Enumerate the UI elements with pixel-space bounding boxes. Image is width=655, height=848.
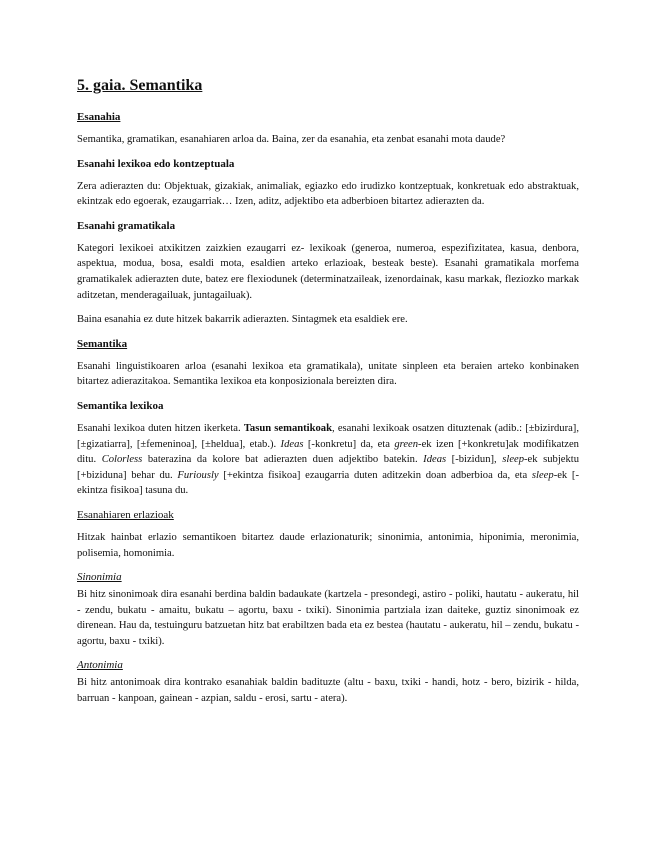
italic-term-ideas: Ideas (280, 438, 304, 450)
italic-term-ideas: Ideas (423, 454, 447, 466)
heading-sinonimia: Sinonimia (77, 571, 122, 584)
paragraph-semantika: Esanahi linguistikoaren arloa (esanahi lexikoa eta gramatikala), unitate sinpleen eta beraien arteko konbinaken bitartez adierazitakoa. Semantika lexikoa eta konposizionala bereizten dira. (77, 360, 579, 388)
italic-term-green: green (394, 438, 419, 450)
text-run: [+ekintza fisikoa] ezaugarria duten aditzekin doan adberbioa da, eta (218, 469, 532, 481)
paragraph-erlazioak: Hitzak hainbat erlazio semantikoen bitartez daude erlazionaturik; sinonimia, antonimia, hiponimia, meronimia, polisemia, homonimia. (77, 531, 579, 559)
paragraph-esanahia: Semantika, gramatikan, esanahiaren arloa da. Baina, zer da esanahia, eta zenbat esanahi mota daude? (77, 134, 506, 145)
paragraph-antonimia: Bi hitz antonimoak dira kontrako esanahiak baldin badituzte (altu - baxu, txiki - handi, hotz - bero, bizirik - hilda, barruan - kanpoan, gainean - azpian, saldu - erosi, sartu - atera). (77, 677, 579, 705)
heading-semantika: Semantika (77, 337, 128, 350)
text-run: -ek [- ekintza fisikoa] tasuna du. (77, 469, 579, 497)
page-title: 5. gaia. Semantika (77, 77, 203, 94)
text-run: Esanahi lexikoa duten hitzen ikerketa. (77, 422, 244, 434)
text-run: -ek subjektu [+biziduna] behar du. (77, 454, 580, 481)
text-run: -ek izen [+konkretu]ak modifikatzen ditu. (77, 438, 579, 466)
text-run: baterazina da kolore bat adierazten duen adjektibo batekin. (142, 454, 424, 466)
heading-esanahiaren-erlazioak: Esanahiaren erlazioak (77, 508, 174, 521)
document-body (77, 76, 579, 716)
heading-esanahi-gramatikala: Esanahi gramatikala (77, 219, 176, 232)
text-run: , esanahi lexikoak osatzen dituztenak (adib.: [±bizirdura], [±gizatiarra], [±femeninoa], [±heldua], etab.). (77, 422, 579, 450)
italic-term-colorless: Colorless (101, 454, 143, 466)
text-run: [-konkretu] da, eta (303, 438, 395, 450)
bold-term-tasun-semantikoak: Tasun semantikoak (243, 422, 332, 434)
italic-term-sleep: sleep (531, 469, 554, 481)
heading-esanahi-lexikoa: Esanahi lexikoa edo kontzeptuala (77, 157, 235, 170)
paragraph-sintagmak: Baina esanahia ez dute hitzek bakarrik adierazten. Sintagmek eta esaldiek ere. (77, 314, 408, 326)
paragraph-esanahi-gramatikala: Kategori lexikoei atxikitzen zaizkien ezaugarri ez- lexikoak (generoa, numeroa, espezifizitatea, kasua, denbora, aspektua, modua, bosa, esaldi mota, esaldien arteko erlazioak, besteak beste). Esanahi gramatikala morfema gramatikalek adierazten dute, batez ere flexiodunek (determinatzaileak, izenordainak, kasu markak, fleziozko markak aditzetan, menderagailuak, juntagailuak). (77, 242, 579, 301)
heading-antonimia: Antonimia (77, 659, 123, 672)
paragraph-sinonimia: Bi hitz sinonimoak dira esanahi berdina baldin badaukate (kartzela - presondegi, astiro - poliki, hautatu - aukeratu, hil - zendu, bukatu - amaitu, bukatu – agortu, baxu - txiki). Sinonimia partziala izan daiteke, guztiz sinonimoak ez direnean. Hau da, testuinguru batzuetan hitz bat erabiltzen bada eta ez bestea (hautatu - aukeratu, hil – zendu, bukatu - agortu, baxu - txiki). (77, 589, 579, 647)
text-run: [-bizidun], (446, 454, 503, 466)
italic-term-furiously: Furiously (177, 469, 219, 481)
heading-semantika-lexikoa: Semantika lexikoa (77, 399, 164, 412)
paragraph-esanahi-lexikoa: Zera adierazten du: Objektuak, gizakiak, animaliak, egiazko edo irudizko kontzeptuak, konkretuak edo abstraktuak, ekintzak edo egoerak, ezaugarriak… Izen, aditz, adjektibo eta adberbioen bitartez adierazten da. (77, 180, 579, 208)
heading-esanahia: Esanahia (77, 111, 121, 123)
paragraph-semantika-lexikoa (77, 421, 579, 499)
italic-term-sleep: sleep (502, 454, 525, 466)
